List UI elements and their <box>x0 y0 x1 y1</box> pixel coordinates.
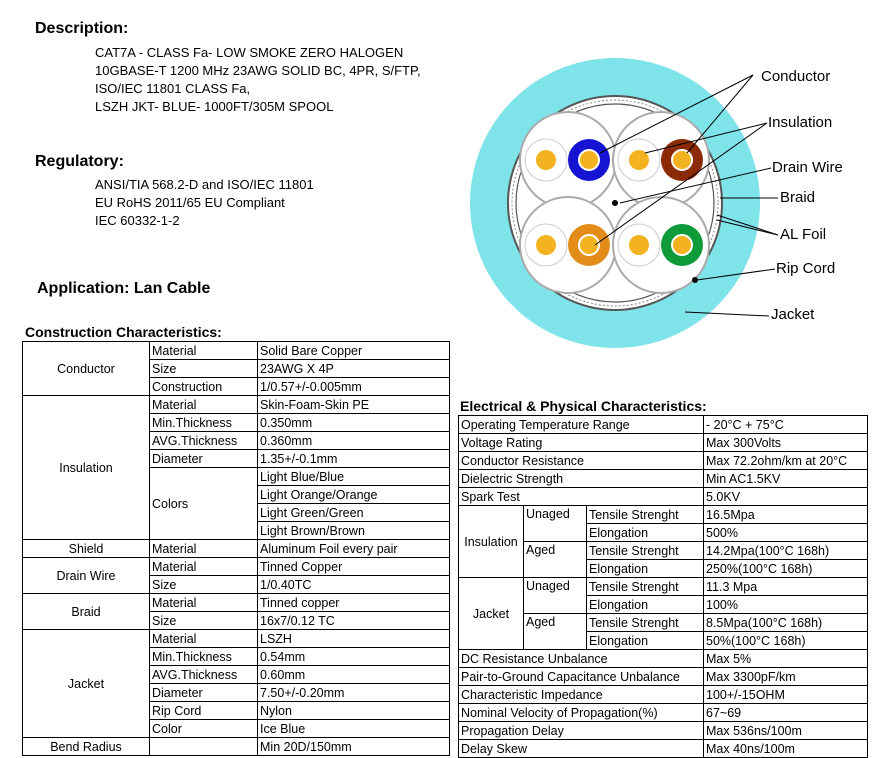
group-cell: Shield <box>23 540 150 558</box>
prop-cell: Tensile Strenght <box>587 542 704 560</box>
param-cell <box>150 738 258 756</box>
param-cell: Nominal Velocity of Propagation(%) <box>459 704 704 722</box>
value-cell: 0.54mm <box>258 648 450 666</box>
value-cell: 0.360mm <box>258 432 450 450</box>
table-row <box>23 738 450 756</box>
param-cell: AVG.Thickness <box>150 666 258 684</box>
table-row <box>23 558 450 576</box>
condition-cell: Unaged <box>524 578 587 614</box>
value-cell: LSZH <box>258 630 450 648</box>
group-cell: Drain Wire <box>23 558 150 594</box>
param-cell: Material <box>150 558 258 576</box>
param-cell: Operating Temperature Range <box>459 416 704 434</box>
value-cell: 100+/-15OHM <box>704 686 868 704</box>
value-cell: 100% <box>704 596 868 614</box>
condition-cell: Aged <box>524 614 587 650</box>
description-line: LSZH JKT- BLUE- 1000FT/305M SPOOL <box>95 99 334 114</box>
value-cell: 250%(100°C 168h) <box>704 560 868 578</box>
value-cell: Tinned Copper <box>258 558 450 576</box>
table-row <box>459 488 868 506</box>
value-cell: Light Brown/Brown <box>258 522 450 540</box>
construction-title: Construction Characteristics: <box>25 324 222 340</box>
application-value: Lan Cable <box>133 280 211 297</box>
group-cell: Bend Radius <box>23 738 150 756</box>
value-cell: - 20°C + 75°C <box>704 416 868 434</box>
value-cell: 1.35+/-0.1mm <box>258 450 450 468</box>
value-cell: 23AWG X 4P <box>258 360 450 378</box>
table-row <box>459 578 868 596</box>
param-cell: Material <box>150 540 258 558</box>
electrical-title: Electrical & Physical Characteristics: <box>460 398 707 414</box>
param-cell: Rip Cord <box>150 702 258 720</box>
regulatory-line: ANSI/TIA 568.2-D and ISO/IEC 11801 <box>95 177 314 192</box>
param-cell: Dielectric Strength <box>459 470 704 488</box>
param-cell: Voltage Rating <box>459 434 704 452</box>
value-cell: 67~69 <box>704 704 868 722</box>
group-cell: Conductor <box>23 342 150 396</box>
table-row <box>459 740 868 758</box>
value-cell: 1/0.40TC <box>258 576 450 594</box>
group-cell: Insulation <box>459 506 524 578</box>
regulatory-heading: Regulatory: <box>35 153 124 170</box>
table-row <box>23 396 450 414</box>
group-cell: Braid <box>23 594 150 630</box>
value-cell: 14.2Mpa(100°C 168h) <box>704 542 868 560</box>
description-line: ISO/IEC 11801 CLASS Fa, <box>95 81 251 96</box>
value-cell: Skin-Foam-Skin PE <box>258 396 450 414</box>
callout-rip-cord: Rip Cord <box>776 260 836 277</box>
param-cell: Size <box>150 576 258 594</box>
param-cell: Pair-to-Ground Capacitance Unbalance <box>459 668 704 686</box>
condition-cell: Unaged <box>524 506 587 542</box>
description-line: 10GBASE-T 1200 MHz 23AWG SOLID BC, 4PR, S/FTP, <box>95 63 421 78</box>
value-cell: Max 5% <box>704 650 868 668</box>
table-row <box>23 540 450 558</box>
electrical-table <box>458 415 868 758</box>
value-cell: Aluminum Foil every pair <box>258 540 450 558</box>
param-cell: Colors <box>150 468 258 540</box>
callout-conductor: Conductor <box>761 68 831 85</box>
param-cell: DC Resistance Unbalance <box>459 650 704 668</box>
group-cell: Jacket <box>459 578 524 650</box>
value-cell: Min 20D/150mm <box>258 738 450 756</box>
param-cell: Characteristic Impedance <box>459 686 704 704</box>
value-cell: Nylon <box>258 702 450 720</box>
value-cell: Tinned copper <box>258 594 450 612</box>
value-cell: Max 536ns/100m <box>704 722 868 740</box>
param-cell: Spark Test <box>459 488 704 506</box>
prop-cell: Elongation <box>587 632 704 650</box>
param-cell: Diameter <box>150 684 258 702</box>
table-row <box>459 704 868 722</box>
application-label: Application: <box>37 280 130 297</box>
param-cell: Conductor Resistance <box>459 452 704 470</box>
param-cell: Min.Thickness <box>150 414 258 432</box>
param-cell: Material <box>150 630 258 648</box>
value-cell: 500% <box>704 524 868 542</box>
group-cell: Jacket <box>23 630 150 738</box>
construction-table <box>22 341 450 756</box>
value-cell: 5.0KV <box>704 488 868 506</box>
table-row <box>459 434 868 452</box>
drain-wire <box>612 200 618 206</box>
callout-drain-wire: Drain Wire <box>772 159 843 176</box>
value-cell: 50%(100°C 168h) <box>704 632 868 650</box>
param-cell: Min.Thickness <box>150 648 258 666</box>
description-text <box>95 44 421 116</box>
conductor-core <box>536 150 556 170</box>
value-cell: Light Blue/Blue <box>258 468 450 486</box>
param-cell: Material <box>150 342 258 360</box>
table-row <box>459 452 868 470</box>
callout-insulation: Insulation <box>768 114 833 131</box>
value-cell: Light Green/Green <box>258 504 450 522</box>
prop-cell: Elongation <box>587 524 704 542</box>
param-cell: AVG.Thickness <box>150 432 258 450</box>
value-cell: 11.3 Mpa <box>704 578 868 596</box>
table-row <box>459 686 868 704</box>
table-row <box>459 722 868 740</box>
regulatory-text <box>95 176 314 230</box>
param-cell: Color <box>150 720 258 738</box>
regulatory-line: EU RoHS 2011/65 EU Compliant <box>95 195 285 210</box>
value-cell: Solid Bare Copper <box>258 342 450 360</box>
param-cell: Material <box>150 396 258 414</box>
table-row <box>459 506 868 524</box>
value-cell: Max 72.2ohm/km at 20°C <box>704 452 868 470</box>
pair-blue <box>520 112 616 208</box>
value-cell: Min AC1.5KV <box>704 470 868 488</box>
value-cell: 16.5Mpa <box>704 506 868 524</box>
param-cell: Diameter <box>150 450 258 468</box>
param-cell: Propagation Delay <box>459 722 704 740</box>
value-cell: 16x7/0.12 TC <box>258 612 450 630</box>
pair-orange <box>520 197 616 293</box>
table-row <box>459 416 868 434</box>
callout-jacket: Jacket <box>771 306 815 323</box>
value-cell: 8.5Mpa(100°C 168h) <box>704 614 868 632</box>
value-cell: Light Orange/Orange <box>258 486 450 504</box>
prop-cell: Tensile Strenght <box>587 614 704 632</box>
value-cell: 0.60mm <box>258 666 450 684</box>
value-cell: 7.50+/-0.20mm <box>258 684 450 702</box>
table-row <box>459 650 868 668</box>
table-row <box>23 630 450 648</box>
param-cell: Delay Skew <box>459 740 704 758</box>
regulatory-line: IEC 60332-1-2 <box>95 213 180 228</box>
value-cell: Max 3300pF/km <box>704 668 868 686</box>
condition-cell: Aged <box>524 542 587 578</box>
table-row <box>459 668 868 686</box>
description-heading: Description: <box>35 20 129 37</box>
prop-cell: Elongation <box>587 560 704 578</box>
callout-braid: Braid <box>780 189 816 206</box>
prop-cell: Tensile Strenght <box>587 506 704 524</box>
table-row <box>459 470 868 488</box>
prop-cell: Elongation <box>587 596 704 614</box>
param-cell: Material <box>150 594 258 612</box>
application-line <box>37 280 210 298</box>
param-cell: Size <box>150 360 258 378</box>
group-cell: Insulation <box>23 396 150 540</box>
prop-cell: Tensile Strenght <box>587 578 704 596</box>
param-cell: Construction <box>150 378 258 396</box>
table-row <box>23 594 450 612</box>
value-cell: Ice Blue <box>258 720 450 738</box>
value-cell: Max 300Volts <box>704 434 868 452</box>
description-line: CAT7A - CLASS Fa- LOW SMOKE ZERO HALOGEN <box>95 45 404 60</box>
value-cell: 1/0.57+/-0.005mm <box>258 378 450 396</box>
table-row <box>23 342 450 360</box>
value-cell: 0.350mm <box>258 414 450 432</box>
callout-al-foil: AL Foil <box>780 226 827 243</box>
param-cell: Size <box>150 612 258 630</box>
value-cell: Max 40ns/100m <box>704 740 868 758</box>
